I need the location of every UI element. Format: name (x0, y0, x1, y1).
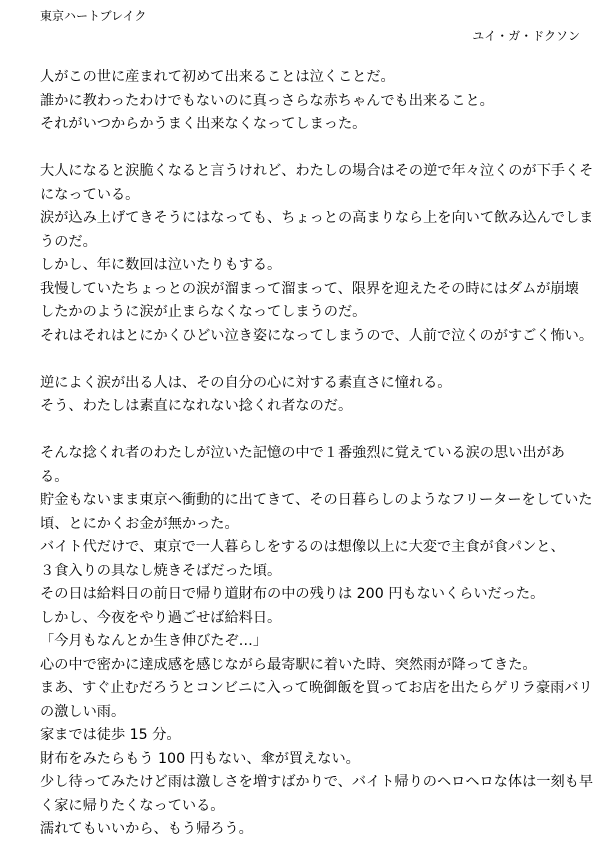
document-author: ユイ・ガ・ドクソン (472, 29, 580, 43)
body-line: 「今月もなんとか生き伸びたぞ…」 (40, 633, 268, 649)
paragraph-break (40, 137, 570, 161)
body-line: したかのように涙が止まらなくなってしまうのだ。 (40, 304, 367, 320)
body-line: 少し待ってみたけど雨は激しさを増すばかりで、バイト帰りのヘロヘロな体は一刻も早 (40, 774, 594, 790)
body-line: の激しい雨。 (40, 703, 126, 720)
document-title: 東京ハートブレイク (40, 9, 147, 23)
body-line: うのだ。 (40, 233, 97, 250)
document-body (40, 66, 594, 842)
body-line: 人がこの世に産まれて初めて出来ることは泣くことだ。 (40, 69, 395, 85)
body-line: 家までは徒歩 15 分。 (40, 727, 181, 743)
body-line: 濡れてもいいから、もう帰ろう。 (40, 821, 253, 837)
paragraph-break (40, 348, 570, 372)
body-line: それがいつからかうまく出来なくなってしまった。 (40, 116, 367, 132)
body-line: 涙が込み上げてきそうにはなっても、ちょっとの高まりなら上を向いて飲み込んでしま (40, 210, 594, 226)
body-line: ３食入りの具なし焼きそばだった頃。 (40, 562, 282, 579)
paragraph-break (40, 419, 570, 443)
body-line: しかし、年に数回は泣いたりもする。 (40, 257, 282, 273)
body-line: 逆によく涙が出る人は、その自分の心に対する素直さに憧れる。 (40, 374, 452, 391)
body-line: そんな捻くれ者のわたしが泣いた記憶の中で１番強烈に覚えている涙の思い出があ (40, 445, 565, 461)
body-line: しかし、今夜をやり過ごせば給料日。 (40, 609, 282, 626)
body-line: 心の中で密かに達成感を感じながら最寄駅に着いた時、突然雨が降ってきた。 (40, 656, 537, 673)
body-line: 我慢していたちょっとの涙が溜まって溜まって、限界を迎えたその時にはダムが崩壊 (40, 280, 579, 297)
body-line: その日は給料日の前日で帰り道財布の中の残りは 200 円もないくらいだった。 (40, 586, 545, 602)
body-line: 誰かに教わったわけでもないのに真っさらな赤ちゃんでも出来ること。 (40, 92, 494, 109)
body-line: く家に帰りたくなっている。 (40, 797, 225, 814)
body-line: る。 (40, 468, 69, 485)
body-line: 貯金もないまま東京へ衝動的に出てきて、その日暮らしのようなフリーターをしていた (40, 492, 593, 508)
body-line: になっている。 (40, 186, 140, 203)
body-line: 財布をみたらもう 100 円もない、傘が買えない。 (40, 750, 360, 767)
body-line: 大人になると涙脆くなると言うけれど、わたしの場合はその逆で年々泣くのが下手くそ (40, 163, 594, 179)
body-line: まあ、すぐ止むだろうとコンビニに入って晩御飯を買ってお店を出たらゲリラ豪雨バリ (40, 680, 593, 696)
body-line: バイト代だけで、東京で一人暮らしをするのは想像以上に大変で主食が食パンと、 (40, 539, 565, 555)
body-line: それはそれはとにかくひどい泣き姿になってしまうので、人前で泣くのがすごく怖い。 (40, 327, 594, 344)
body-line: そう、わたしは素直になれない捻くれ者なのだ。 (40, 398, 353, 414)
body-line: 頃、とにかくお金が無かった。 (40, 515, 239, 532)
